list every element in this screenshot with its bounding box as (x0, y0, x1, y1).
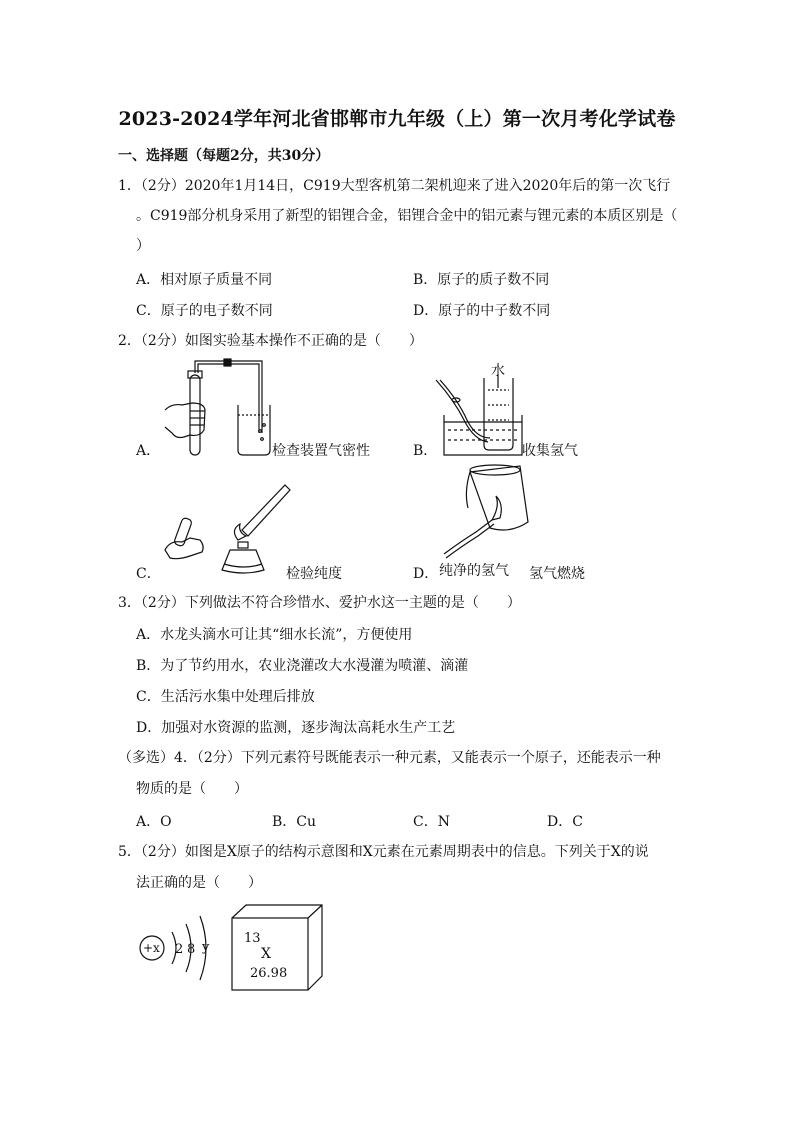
atom-shell-2: 8 (187, 942, 196, 957)
cell-element-symbol: X (261, 946, 271, 962)
atom-shell-3: y (202, 940, 210, 955)
q3-option-d[interactable]: D．加强对水资源的监测，逐步淘汰高耗水生产工艺 (136, 720, 456, 736)
q3-stem: 3．（2分）下列做法不符合珍惜水、爱护水这一主题的是（ ） (118, 595, 521, 611)
q4-option-b[interactable]: B．Cu (272, 814, 317, 830)
cell-atomic-mass: 26.98 (250, 966, 288, 981)
q4-option-c[interactable]: C．N (413, 814, 450, 830)
cell-atomic-number: 13 (244, 931, 261, 946)
q1-stem-line2: 。C919部分机身采用了新型的铝锂合金，铝锂合金中的铝元素与锂元素的本质区别是（ (136, 208, 678, 224)
q1-stem-line3: ） (136, 238, 150, 254)
airtightness-check-figure (160, 355, 270, 460)
q2-option-b-label[interactable]: B． (413, 443, 438, 459)
atom-nucleus-charge: +x (143, 941, 160, 955)
q4-stem-line1: （多选）4．（2分）下列元素符号既能表示一种元素，又能表示一个原子，还能表示一种 (118, 750, 661, 766)
q2-stem: 2．（2分）如图实验基本操作不正确的是（ ） (118, 333, 423, 349)
section-heading: 一、选择题（每题2分，共30分） (118, 148, 330, 164)
q3-option-b[interactable]: B．为了节约用水，农业浇灌改大水漫灌为喷灌、滴灌 (136, 658, 469, 674)
purity-test-figure (160, 480, 290, 580)
atom-shell-1: 2 (175, 942, 184, 957)
q4-stem-line2: 物质的是（ ） (136, 781, 248, 797)
q4-option-d[interactable]: D．C (547, 814, 583, 830)
q2-option-a-label[interactable]: A． (136, 443, 161, 459)
caption-airtightness: 检查装置气密性 (272, 443, 370, 459)
caption-hydrogen-burning: 氢气燃烧 (529, 566, 585, 582)
caption-pure-hydrogen: 纯净的氢气 (439, 563, 509, 579)
q1-option-c[interactable]: C．原子的电子数不同 (136, 303, 273, 319)
q1-option-a[interactable]: A．相对原子质量不同 (136, 272, 273, 288)
q3-option-c[interactable]: C．生活污水集中处理后排放 (136, 689, 315, 705)
collect-hydrogen-figure (434, 360, 524, 460)
q5-stem-line1: 5．（2分）如图是X原子的结构示意图和X元素在元素周期表中的信息。下列关于X的说 (118, 844, 649, 860)
caption-water: 水 (491, 363, 505, 379)
q2-option-d-label[interactable]: D． (413, 566, 439, 582)
page-title: 2023-2024学年河北省邯郸市九年级（上）第一次月考化学试卷 (118, 108, 676, 130)
q3-option-a[interactable]: A．水龙头滴水可让其“细水长流”，方便使用 (136, 627, 413, 643)
q1-option-d[interactable]: D．原子的中子数不同 (413, 303, 551, 319)
q5-stem-line2: 法正确的是（ ） (136, 875, 262, 891)
q1-option-b[interactable]: B．原子的质子数不同 (413, 272, 550, 288)
q2-option-c-label[interactable]: C． (136, 566, 161, 582)
q4-option-a[interactable]: A．O (136, 814, 172, 830)
hydrogen-burning-figure (440, 462, 540, 562)
q1-stem-line1: 1．（2分）2020年1月14日，C919大型客机第二架机迎来了进入2020年后的第一次飞行 (118, 178, 671, 194)
caption-collect-hydrogen: 收集氢气 (522, 443, 578, 459)
caption-purity-test: 检验纯度 (286, 566, 342, 582)
